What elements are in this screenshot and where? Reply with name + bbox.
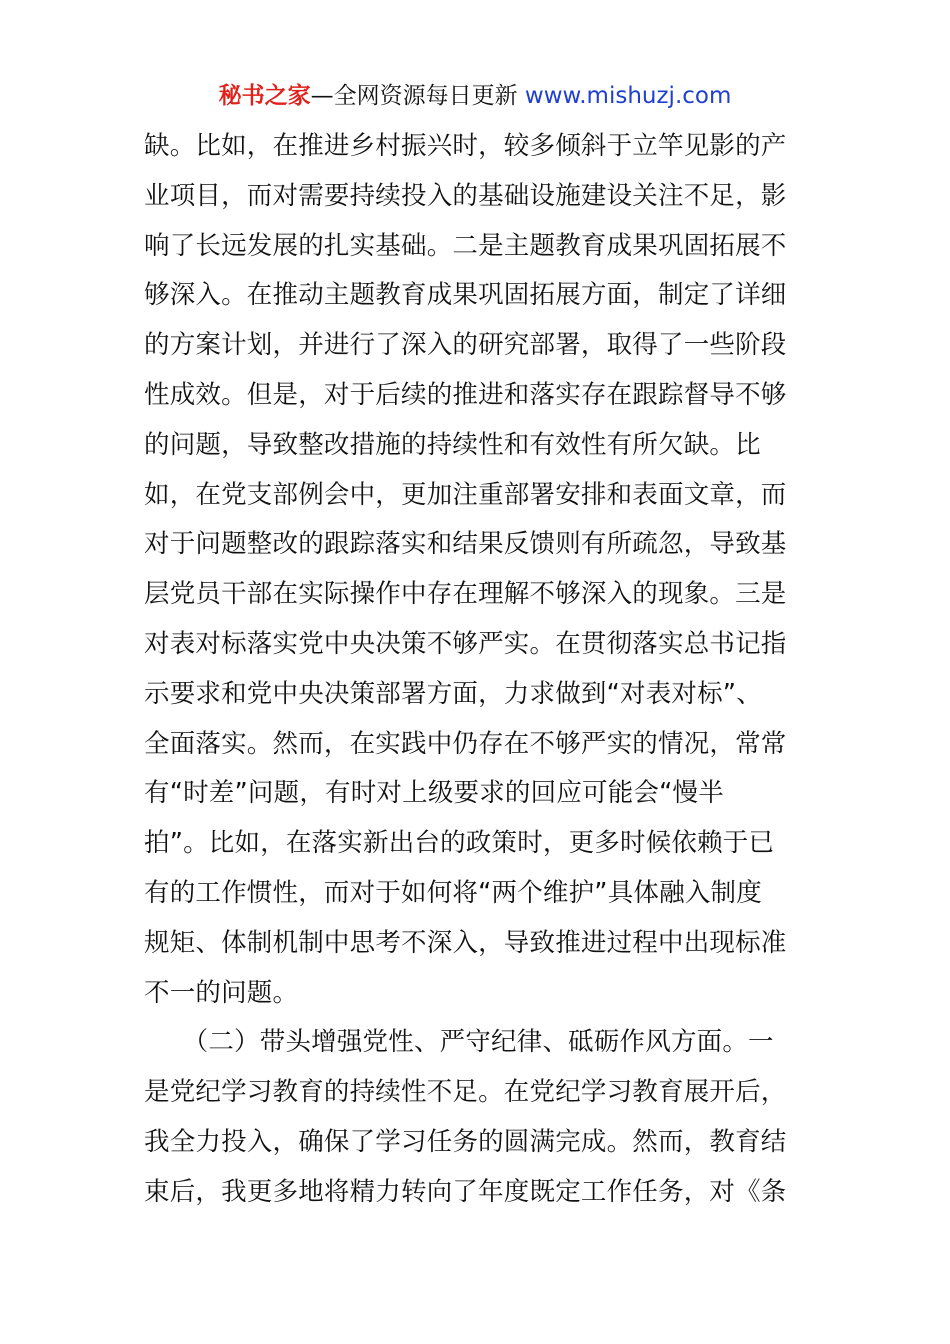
body-line: 的问题，导致整改措施的持续性和有效性有所欠缺。比 bbox=[144, 429, 761, 460]
site-header bbox=[0, 80, 950, 112]
site-brand: 秘书之家 bbox=[218, 83, 311, 109]
site-tagline: —全网资源每日更新 bbox=[310, 83, 518, 109]
body-line: 性成效。但是，对于后续的推进和落实存在跟踪督导不够 bbox=[144, 379, 787, 410]
body-line: 是党纪学习教育的持续性不足。在党纪学习教育展开后， bbox=[144, 1077, 787, 1108]
body-line: 我全力投入，确保了学习任务的圆满完成。然而，教育结 bbox=[144, 1126, 787, 1157]
body-line: 规矩、体制机制中思考不深入，导致推进过程中出现标准 bbox=[144, 927, 787, 958]
body-line: 对于问题整改的跟踪落实和结果反馈则有所疏忽，导致基 bbox=[144, 529, 787, 560]
body-line: 够深入。在推动主题教育成果巩固拓展方面，制定了详细 bbox=[144, 280, 787, 311]
site-url[interactable]: www.mishuzj.com bbox=[524, 83, 732, 109]
body-line: 的方案计划，并进行了深入的研究部署，取得了一些阶段 bbox=[144, 330, 787, 361]
body-line: 如，在党支部例会中，更加注重部署安排和表面文章，而 bbox=[144, 479, 787, 510]
body-line: 全面落实。然而，在实践中仍存在不够严实的情况，常常 bbox=[144, 728, 787, 759]
document-body bbox=[144, 122, 808, 1218]
body-line: 对表对标落实党中央决策不够严实。在贯彻落实总书记指 bbox=[144, 628, 787, 659]
body-line: 拍”。比如，在落实新出台的政策时，更多时候依赖于已 bbox=[144, 828, 775, 859]
body-line: 束后，我更多地将精力转向了年度既定工作任务，对《条 bbox=[144, 1176, 787, 1207]
body-line: 示要求和党中央决策部署方面，力求做到“对表对标”、 bbox=[144, 678, 762, 709]
body-line: 层党员干部在实际操作中存在理解不够深入的现象。三是 bbox=[144, 579, 787, 610]
section-heading-line: （二）带头增强党性、严守纪律、砥砺作风方面。一 bbox=[144, 1027, 774, 1058]
body-line: 缺。比如，在推进乡村振兴时，较多倾斜于立竿见影的产 bbox=[144, 131, 787, 161]
body-line: 有的工作惯性，而对于如何将“两个维护”具体融入制度 bbox=[144, 877, 762, 908]
body-line: 有“时差”问题，有时对上级要求的回应可能会“慢半 bbox=[144, 778, 724, 809]
body-line: 响了长远发展的扎实基础。二是主题教育成果巩固拓展不 bbox=[144, 230, 787, 261]
body-line: 业项目，而对需要持续投入的基础设施建设关注不足，影 bbox=[144, 180, 787, 211]
body-line: 不一的问题。 bbox=[144, 977, 299, 1008]
